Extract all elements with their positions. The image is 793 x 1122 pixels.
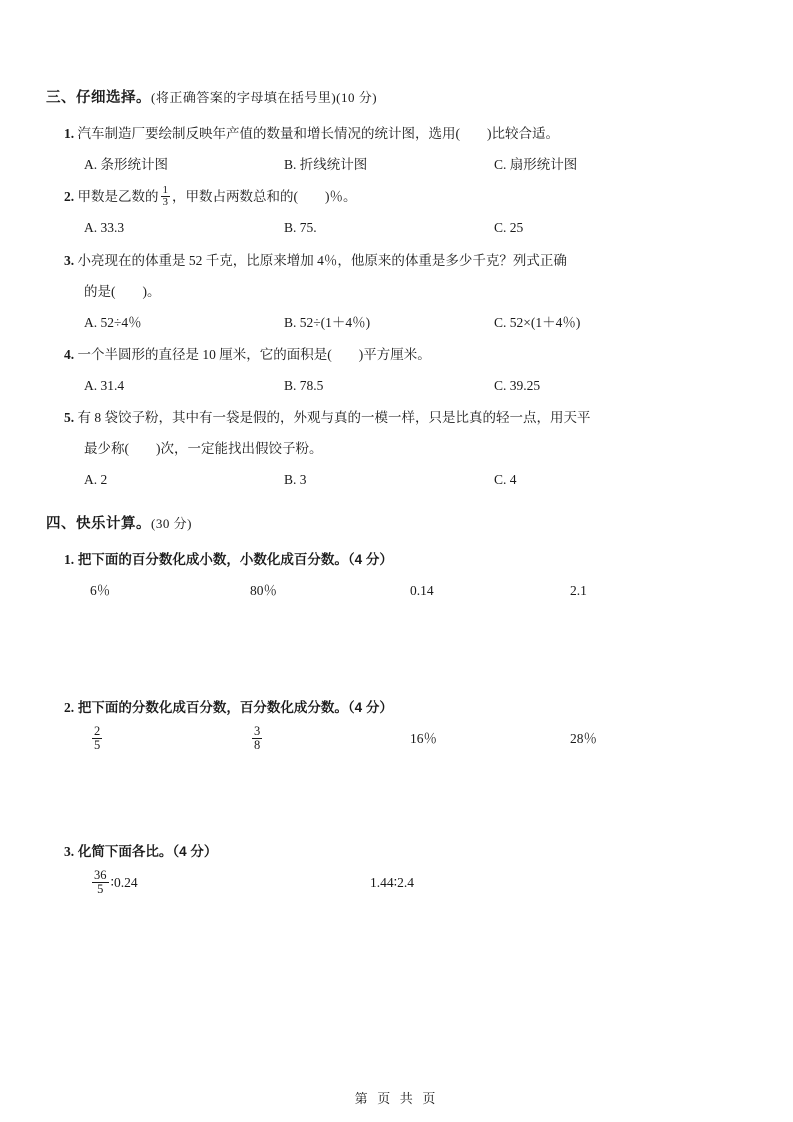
calc-3-expression-1 [90,869,370,898]
fraction-numerator: 3 [254,723,261,738]
question-3-text: 小亮现在的体重是 52 千克，比原来增加 4％，他原来的体重是多少千克？列式正确 [77,252,567,268]
section-4-title: 四、快乐计算。 [46,516,151,533]
question-5-option-a[interactable]: A. 2 [84,472,108,488]
question-5-option-b[interactable]: B. 3 [284,472,307,488]
question-2 [46,185,746,210]
calc-item-1-score: （4 分） [347,552,393,568]
calc-1-value-1: 6％ [90,583,111,599]
calc-2-fraction-1 [90,725,250,754]
section-4-heading [46,514,746,536]
question-5 [46,406,746,431]
fraction-two-fifths [92,725,102,753]
page-footer: 第 页 共 页 [354,1091,439,1106]
fraction-denominator: 5 [92,882,109,897]
question-1-option-b[interactable]: B. 折线统计图 [284,156,368,172]
calc-item-3-score: （4 分） [172,843,218,859]
question-2-number: 2. [64,189,75,205]
calc-item-2-values [46,725,746,754]
calc-item-1-number: 1. [64,552,75,568]
section-4-note: (30 分) [151,516,192,532]
question-5-option-c[interactable]: C. 4 [494,472,517,488]
calc-item-3 [46,840,746,865]
question-3 [46,249,746,274]
calc-2-value-3: 16％ [410,731,437,747]
question-4-number: 4. [64,346,75,362]
calc-1-value-4: 2.1 [570,583,587,599]
question-4-options [46,374,746,398]
answer-space-1[interactable] [46,604,746,696]
fraction-denominator: 8 [254,738,261,753]
fraction-denominator: 3 [162,196,168,209]
question-1-text: 汽车制造厂要绘制反映年产值的数量和增长情况的统计图，选用( )比较合适。 [77,125,559,141]
question-2-text-pre: 甲数是乙数的 [77,189,159,205]
calc-item-1-text: 把下面的百分数化成小数，小数化成百分数。 [77,552,348,568]
question-4-option-a[interactable]: A. 31.4 [84,377,125,393]
question-3-options [46,311,746,335]
section-3-note: (将正确答案的字母填在括号里)(10 分) [151,90,378,105]
calc-item-2 [46,696,746,721]
question-4-option-b[interactable]: B. 78.5 [284,377,324,393]
page-content [46,88,746,958]
question-2-options [46,216,746,240]
question-1-option-c[interactable]: C. 扇形统计图 [494,156,578,172]
answer-space-2[interactable] [46,754,746,840]
calc-item-3-text: 化简下面各比。 [77,843,173,859]
fraction-numerator: 1 [162,183,168,196]
question-5-options [46,468,746,492]
calc-2-value-4: 28％ [570,731,597,747]
question-5-number: 5. [64,410,75,426]
fraction-thirty-six-fifths [92,869,109,897]
question-1-option-a[interactable]: A. 条形统计图 [84,156,168,172]
question-2-option-b[interactable]: B. 75. [284,220,317,236]
calc-item-3-values [46,869,746,898]
question-4 [46,343,746,368]
calc-item-2-score: （4 分） [347,700,393,716]
calc-3-expression-1-tail: ∶0.24 [110,874,138,890]
answer-space-3[interactable] [46,898,746,958]
calc-item-2-number: 2. [64,700,75,716]
calc-2-fraction-2 [250,725,410,754]
question-2-option-c[interactable]: C. 25 [494,220,524,236]
question-3-option-c[interactable]: C. 52×(1＋4％) [494,314,581,330]
calc-item-1-values [46,577,746,604]
question-3-option-b[interactable]: B. 52÷(1＋4％) [284,314,371,330]
fraction-numerator: 2 [94,723,101,738]
calc-item-2-text: 把下面的分数化成百分数，百分数化成分数。 [77,700,348,716]
calc-3-expression-2: 1.44∶2.4 [370,874,415,890]
fraction-three-eighths [252,725,262,753]
question-4-text: 一个半圆形的直径是 10 厘米，它的面积是( )平方厘米。 [77,346,431,362]
question-5-text-line2: 最少称( )次，一定能找出假饺子粉。 [84,441,323,457]
question-2-text-post: ，甲数占两数总和的( )％。 [172,189,357,205]
fraction-numerator: 36 [94,867,107,882]
question-5-text: 有 8 袋饺子粉，其中有一袋是假的，外观与真的一模一样，只是比真的轻一点，用天平 [77,410,591,426]
question-3-option-a[interactable]: A. 52÷4％ [84,314,142,330]
section-3-heading [46,88,746,110]
fraction-one-third [161,185,171,210]
question-3-number: 3. [64,252,75,268]
question-2-option-a[interactable]: A. 33.3 [84,220,125,236]
calc-item-3-number: 3. [64,843,75,859]
section-3-title: 三、仔细选择。 [46,90,151,106]
calc-item-1 [46,548,746,573]
question-4-option-c[interactable]: C. 39.25 [494,377,541,393]
fraction-denominator: 5 [94,738,101,753]
question-1 [46,122,746,147]
calc-1-value-2: 80％ [250,583,277,599]
question-1-options [46,153,746,177]
question-3-text-line2: 的是( )。 [84,283,161,299]
question-1-number: 1. [64,125,75,141]
calc-1-value-3: 0.14 [410,583,434,599]
